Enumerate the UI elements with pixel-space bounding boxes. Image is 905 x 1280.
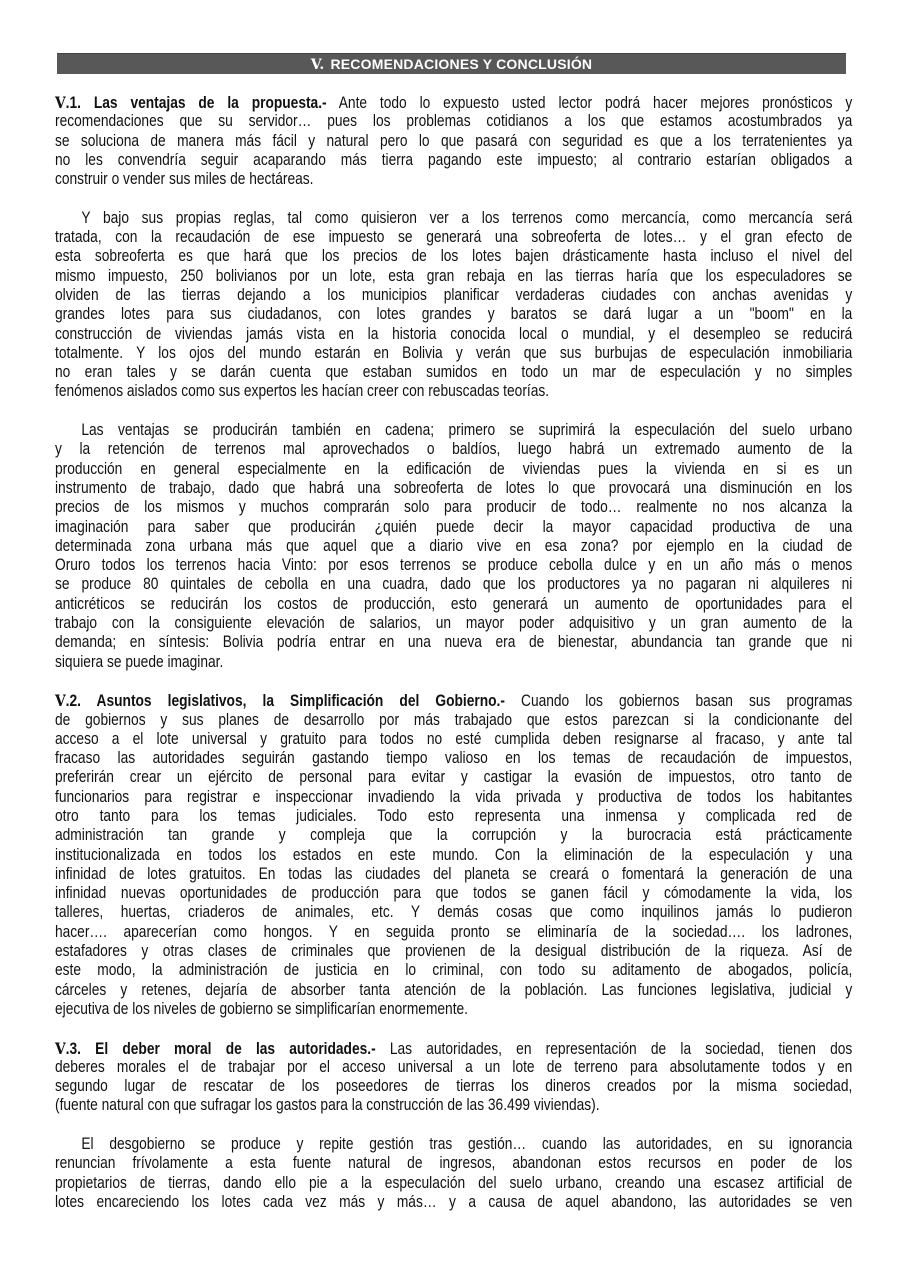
line-text: y la retención de terrenos mal aprovechados o baldíos, luego habrá un extremado aumento de la [55, 440, 853, 459]
text-line [55, 788, 852, 807]
line-text: renuncian frívolamente a esta fuente natural de ingresos, abandonan estos recursos en poder de los [55, 1154, 853, 1173]
line-text: hacer…. aparecerían como hongos. Y en seguida pronto se eliminaría de la sociedad…. los ladrones, [55, 922, 853, 941]
paragraph [55, 691, 852, 1019]
text-line [55, 479, 852, 498]
text-line [55, 1077, 852, 1096]
line-text: construir o vender sus miles de hectáreas. [55, 170, 314, 189]
subsection-heading [55, 1040, 376, 1058]
line-text: mismo impuesto, 250 bolivianos por un lote, esta gran rebaja en las tierras haría que los especuladores se [55, 266, 853, 285]
heading-text: .2. Asuntos legislativos, la Simplificación del Gobierno.- [65, 692, 505, 711]
line-text: anticréticos se reducirán los costos de producción, esto generará un aumento de oportunidades para el [55, 594, 853, 613]
text-line [55, 209, 852, 228]
text-line [55, 865, 852, 884]
text-line [55, 691, 852, 710]
paragraph [55, 1135, 852, 1212]
line-text: Y bajo sus propias reglas, tal como quisieron ver a los terrenos como mercancía, como mercancía será [81, 208, 853, 227]
text-line [55, 961, 852, 980]
line-text: trabajo con la consiguiente elevación de salarios, un mayor poder adquisitivo y un gran aumento de la [55, 614, 853, 633]
line-text: Ante todo lo expuesto usted lector podrá hacer mejores pronósticos y [326, 94, 853, 112]
line-text: instrumento de trabajo, dado que habrá una sobreoferta de lotes lo que provocará una disminución en los [55, 478, 853, 497]
line-text: otro tanto para los temas judiciales. Todo esto representa una inmensa y complicada red de [55, 806, 853, 825]
line-text: talleres, huertas, criaderos de animales, etc. Y demás cosas que como inquilinos jamás lo pudieron [55, 903, 853, 922]
line-text: olviden de las tierras dejando a los municipios planificar verdaderas ciudades con anchas avenidas y [55, 285, 853, 304]
line-text: se soluciona de manera más fácil y natural pero lo que pasará con seguridad es que a los terratenientes ya [55, 131, 853, 150]
text-line [55, 730, 852, 749]
document-body [55, 93, 852, 1232]
heading-numeral: V [55, 1038, 66, 1058]
line-text: deberes morales el de trabajar por el acceso universal a un lote de terreno para absolutamente todos y en [55, 1057, 853, 1076]
text-line [55, 1039, 852, 1058]
text-line [55, 711, 852, 730]
line-text: totalmente. Y los ojos del mundo estarán en Bolivia y verán que sus burbujas de especulación inmobiliaria [55, 343, 853, 362]
line-text: de gobiernos y sus planes de desarrollo por más trabajado que estos parezcan si la condicionante del [55, 710, 853, 729]
text-line [55, 749, 852, 768]
line-text: se produce 80 quintales de cebolla en una cuadra, dado que los productores ya no pagaran ni alquileres ni [55, 575, 853, 594]
line-text: siquiera se puede imaginar. [55, 652, 224, 671]
text-line [55, 923, 852, 942]
text-line [55, 382, 852, 401]
paragraph [55, 1039, 852, 1116]
line-text: segundo lugar de rescatar de los poseedores de tierras los dineros creados por la misma sociedad, [55, 1077, 853, 1096]
text-line [55, 981, 852, 1000]
line-text: acceso a el lote universal y gratuito para todos no esté cumplida deben resignarse al fracaso, y ante tal [55, 729, 853, 748]
line-text: fenómenos aislados como sus expertos les hacían creer con rebuscadas teorías. [55, 382, 550, 401]
line-text: El desgobierno se produce y repite gestión tras gestión… cuando las autoridades, en su ignorancia [81, 1135, 853, 1154]
text-line [55, 344, 852, 363]
text-line [55, 93, 852, 112]
line-text: infinidad de lotes gratuitos. En todas las ciudades del planeta se creará o fomentará la generación de una [55, 864, 853, 883]
text-line [55, 575, 852, 594]
line-text: infinidad nuevas oportunidades de producción para que todos se ganen fácil y cómodamente la vida, los [55, 884, 853, 903]
text-line [55, 884, 852, 903]
text-line [55, 653, 852, 672]
heading-numeral: V [55, 691, 66, 711]
text-line [55, 1058, 852, 1077]
paragraph [55, 93, 852, 189]
line-text: funcionarios para registrar e inspeccionar invadiendo la vida privada y productiva de todos los habitantes [55, 787, 853, 806]
text-line [55, 633, 852, 652]
text-line [55, 1174, 852, 1193]
text-line [55, 556, 852, 575]
line-text: precios de los mismos y muchos comprarán solo para producir de todo… realmente no nos alcanza la [55, 498, 853, 517]
line-text: Las autoridades, en representación de la sociedad, tienen dos [375, 1039, 853, 1058]
text-line [55, 267, 852, 286]
text-line [55, 421, 852, 440]
text-line [55, 1193, 852, 1212]
text-line [55, 151, 852, 170]
line-text: demanda; en síntesis: Bolivia podría entrar en una nueva era de bienestar, abundancia tan grande que ni [55, 633, 853, 652]
text-line [55, 768, 852, 787]
line-text: fracaso las autoridades seguirán gastando tiempo valioso en los temas de recaudación de impuestos, [55, 749, 853, 768]
heading-text: .3. El deber moral de las autoridades.- [65, 1039, 376, 1058]
text-line [55, 112, 852, 131]
line-text: administración tan grande y compleja que la corrupción y la burocracia está prácticamente [55, 826, 853, 845]
line-text: preferirán crear un ejército de personal para evitar y castigar la evasión de impuestos, otro tanto de [55, 768, 853, 787]
section-numeral: V. [310, 57, 325, 73]
text-line [55, 363, 852, 382]
section-title-bar [57, 53, 846, 74]
text-line [55, 286, 852, 305]
line-text: Las ventajas se producirán también en cadena; primero se suprimirá la especulación del suelo urbano [81, 421, 853, 440]
text-line [55, 614, 852, 633]
text-line [55, 518, 852, 537]
heading-numeral: V [55, 93, 66, 112]
line-text: propietarios de tierras, dando ello pie a la especulación del suelo urbano, creando una escasez artificial de [55, 1173, 853, 1192]
heading-text: .1. Las ventajas de la propuesta.- [65, 94, 327, 112]
text-line [55, 247, 852, 266]
line-text: no eran tales y se darán cuenta que estaban sumidos en todo un mar de especulación y no simples [55, 363, 853, 382]
line-text: recomendaciones que su servidor… pues los problemas cotidianos a los que estamos acostumbrados ya [55, 112, 853, 131]
line-text: imaginación para saber que producirán ¿quién puede decir la mayor capacidad productiva de una [55, 517, 853, 536]
text-line [55, 846, 852, 865]
line-text: institucionalizada en todos los estados en este mundo. Con la eliminación de la especulación y una [55, 845, 853, 864]
text-line [55, 460, 852, 479]
text-line [55, 903, 852, 922]
text-line [55, 325, 852, 344]
line-text: lotes encareciendo los lotes cada vez más y más… y a causa de aquel abandono, las autoridades se ven [55, 1192, 853, 1211]
subsection-heading [55, 94, 327, 112]
line-text: estafadores y otras clases de criminales que provienen de la desigual distribución de la riqueza. Así de [55, 942, 853, 961]
line-text: grandes lotes para sus ciudadanos, con lotes grandes y baratos se dará lugar a un "boom" en la [55, 305, 853, 324]
subsection-heading [55, 692, 505, 710]
text-line [55, 1000, 852, 1019]
text-line [55, 1096, 852, 1115]
line-text: ejecutiva de los niveles de gobierno se simplificarían enormemente. [55, 999, 469, 1018]
text-line [55, 170, 852, 189]
text-line [55, 305, 852, 324]
text-line [55, 228, 852, 247]
text-line [55, 440, 852, 459]
text-line [55, 537, 852, 556]
text-line [55, 942, 852, 961]
line-text: este modo, la administración de justicia en lo criminal, con todo su aditamento de abogados, policía, [55, 961, 853, 980]
line-text: (fuente natural con que sufragar los gastos para la construcción de las 36.499 viviendas). [55, 1096, 600, 1115]
line-text: construcción de viviendas jamás vista en la historia conocida local o mundial, y el desempleo se reducirá [55, 324, 853, 343]
section-title: RECOMENDACIONES Y CONCLUSIÓN [330, 56, 593, 72]
line-text: Oruro todos los terrenos hacia Vinto: por esos terrenos se produce cebolla dulce y en un año más o menos [55, 556, 853, 575]
line-text: esta sobreoferta es que hará que los precios de los lotes bajen drásticamente hasta incluso el nivel del [55, 247, 853, 266]
line-text: determinada zona urbana más que aquel que a diario vive en esa zona? por ejemplo en la ciudad de [55, 536, 853, 555]
text-line [55, 807, 852, 826]
text-line [55, 1135, 852, 1154]
line-text: tratada, con la recaudación de ese impuesto se generará una sobreoferta de lotes… y el gran efecto de [55, 228, 853, 247]
text-line [55, 826, 852, 845]
text-line [55, 1154, 852, 1173]
line-text: cárceles y retenes, dejaría de absorber tanta atención de la población. Las funciones legislativa, judicial y [55, 980, 853, 999]
text-line [55, 595, 852, 614]
paragraph [55, 209, 852, 402]
text-line [55, 498, 852, 517]
text-line [55, 132, 852, 151]
paragraph [55, 421, 852, 672]
line-text: Cuando los gobiernos basan sus programas [504, 692, 853, 711]
line-text: producción en general especialmente en la edificación de viviendas pues la vivienda en si es un [55, 459, 853, 478]
line-text: no les convendría seguir acaparando más tierra pagando este impuesto; al contrario estarían obligados a [55, 150, 853, 169]
